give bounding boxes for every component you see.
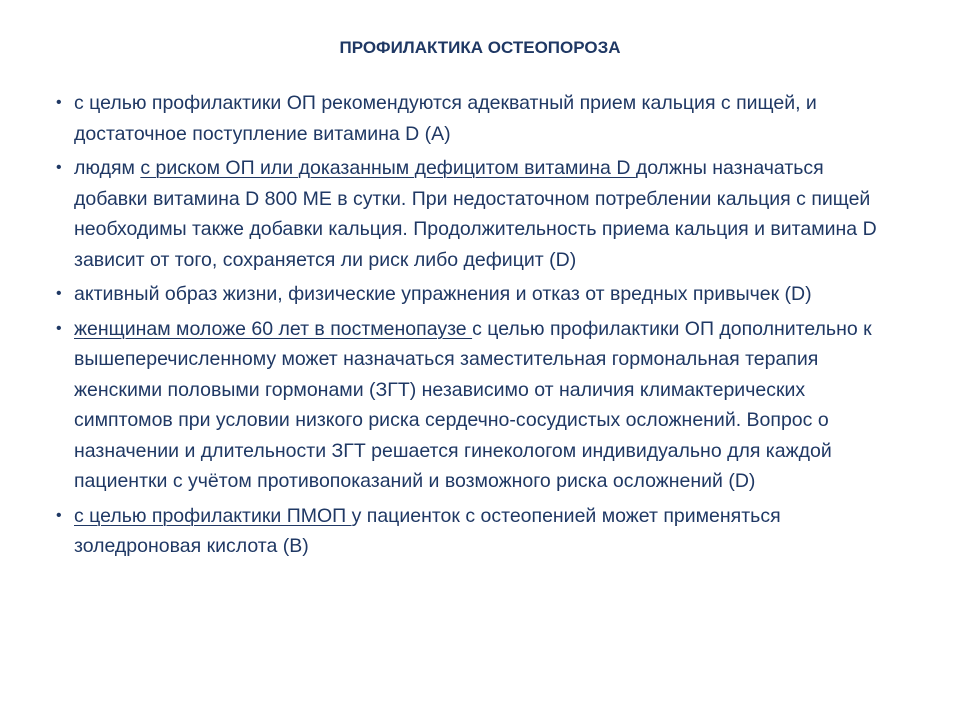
bullet-text-suffix: должны назначаться добавки витамина D 800 МЕ в сутки. При недостаточном потреблении кальция с пищей необходимы также добавки кальция. Продолжительность приема кальция и витамина D зависит от того, сохраняется ли риск либо дефицит (D) (74, 157, 877, 271)
bullet-item-calcium-intake (54, 88, 884, 149)
bullet-marker: • (56, 159, 62, 176)
bullet-text-suffix: у пациенток с остеопенией может применяться золедроновая кислота (B) (74, 504, 781, 557)
underlined-text: женщинам моложе 60 лет в постменопаузе (74, 317, 473, 340)
bullet-text-suffix: с целью профилактики ОП дополнительно к вышеперечисленному может назначаться заместительная гормональная терапия женскими половыми гормонами (ЗГТ) независимо от наличия климактерических симптомов при условии низкого риска сердечно-сосудистых осложнений. Вопрос о назначении и длительности ЗГТ решается гинекологом индивидуально для каждой пациентки с учётом противопоказаний и возможного риска осложнений (D) (74, 317, 872, 492)
bullet-marker: • (56, 506, 62, 524)
bullet-item-lifestyle (54, 279, 884, 310)
bullet-item-hrt (54, 314, 884, 497)
bullet-list (54, 88, 884, 566)
bullet-text: с целью профилактики ОП рекомендуются адекватный прием кальция с пищей, и достаточное поступление витамина D (A) (74, 92, 817, 145)
slide-title: ПРОФИЛАКТИКА ОСТЕОПОРОЗА (339, 38, 621, 57)
bullet-marker: • (56, 285, 62, 302)
underlined-text: с риском ОП или доказанным дефицитом витамина D (140, 157, 636, 179)
bullet-text: активный образ жизни, физические упражнения и отказ от вредных привычек (D) (74, 283, 812, 305)
bullet-text-prefix: людям (74, 157, 141, 179)
bullet-marker: • (56, 94, 62, 111)
underlined-text: с целью профилактики ПМОП (74, 504, 352, 527)
bullet-item-vitamin-d (54, 153, 884, 275)
bullet-marker: • (56, 319, 62, 337)
bullet-item-zoledronic-acid (54, 501, 884, 562)
